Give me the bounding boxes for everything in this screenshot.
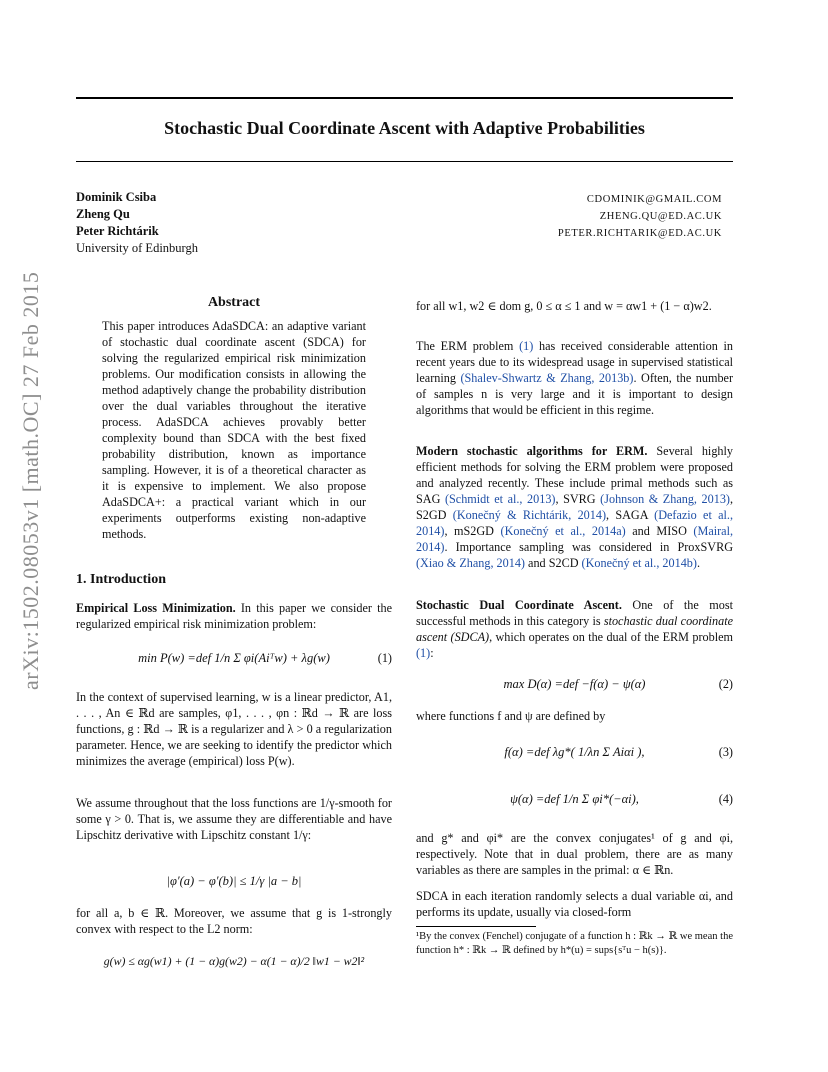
affiliation: University of Edinburgh <box>76 241 198 255</box>
equation-text: g(w) ≤ αg(w1) + (1 − α)g(w2) − α(1 − α)/2 ‖w1 − w2‖² <box>103 954 365 968</box>
paragraph-conjugates: and g* and φi* are the convex conjugates¹ of g and φi, respectively. Note that in dual problem, there are as many variables as there are samples in the primal: α ∈ ℝn. <box>416 831 733 877</box>
paragraph-context: In the context of supervised learning, w is a linear predictor, A1, . . . , An ∈ ℝd are samples, φ1, . . . , φn : ℝd → ℝ are loss functions, g : ℝd → ℝ is a regularizer and λ > 0 a regularization parameter. Hence, we are seeking to identify the predictor which minimizes the average (empirical) loss P(w). <box>76 690 392 768</box>
equation-text: max D(α) =def −f(α) − ψ(α) <box>503 677 646 691</box>
runin-heading: Empirical Loss Minimization. <box>76 601 236 615</box>
paragraph-convex: for all a, b ∈ ℝ. Moreover, we assume that g is 1-strongly convex with respect to the L2 norm: <box>76 906 392 936</box>
paragraph-text: . <box>696 556 701 570</box>
footnote: ¹By the convex (Fenchel) conjugate of a function h : ℝk → ℝ we mean the function h* : ℝk → ℝ defined by h*(u) = sups{sᵀu − h(s)}. <box>416 931 733 956</box>
paragraph-text: and S2CD <box>528 556 579 570</box>
author-name: Dominik Csiba <box>76 190 157 204</box>
equation-2 <box>416 676 733 692</box>
title-rule-top <box>76 97 733 99</box>
citation-link[interactable]: (Konečný & Richtárik, 2014) <box>452 508 606 522</box>
equation-ref-link[interactable]: (1) <box>519 339 534 353</box>
title-rule-bottom <box>76 161 733 162</box>
paragraph-sdca-iteration: SDCA in each iteration randomly selects a dual variable αi, and performs its update, usually via closed-form <box>416 889 733 919</box>
paragraph-text: , SVRG <box>555 492 596 506</box>
equation-number: (2) <box>718 677 733 691</box>
emphasis-text: stochastic dual coordinate ascent (SDCA) <box>416 614 734 644</box>
paragraph-text: , SAGA <box>606 508 648 522</box>
equation-4 <box>416 791 733 807</box>
citation-link[interactable]: (Johnson & Zhang, 2013) <box>600 492 730 506</box>
paragraph-text: , which operates on the dual of the ERM problem <box>489 630 733 644</box>
abstract-heading: Abstract <box>207 295 261 310</box>
citation-link[interactable]: (Shalev-Shwartz & Zhang, 2013b) <box>460 371 634 385</box>
arxiv-stamp: arXiv:1502.08053v1 [math.OC] 27 Feb 2015 <box>18 271 43 690</box>
paragraph-text: Several highly efficient methods for solving the ERM problem were proposed and analyzed recently. These include primal methods such as SAG <box>416 444 733 506</box>
citation-link[interactable]: (Xiao & Zhang, 2014) <box>416 556 525 570</box>
paragraph-text: One of the most successful methods in this category is <box>416 598 733 628</box>
equation-text: f(α) =def λg*( 1/λn Σ Aiαi ), <box>504 745 645 759</box>
paragraph-text: The ERM problem <box>416 339 514 353</box>
runin-heading: Modern stochastic algorithms for ERM. <box>416 444 648 458</box>
paragraph-text: has received considerable attention in recent years due to its widespread usage in supervised statistical learning <box>416 339 734 385</box>
email-block <box>558 191 722 242</box>
citation-link[interactable]: (Defazio et al., 2014) <box>416 508 734 538</box>
paragraph-text: , S2GD <box>416 492 734 522</box>
email: ZHENG.QU@ED.AC.UK <box>599 211 722 222</box>
equation-text: |φ′(a) − φ′(b)| ≤ 1/γ |a − b| <box>166 874 302 888</box>
equation-text: min P(w) =def 1/n Σ φi(Aiᵀw) + λg(w) <box>138 651 330 665</box>
equation-number: (1) <box>377 651 392 665</box>
paragraph-smooth: We assume throughout that the loss functions are 1/γ-smooth for some γ > 0. That is, we assume they are differentiable and have Lipschitz derivative with Lipschitz constant 1/γ: <box>76 796 392 842</box>
citation-link[interactable]: (Konečný et al., 2014a) <box>500 524 626 538</box>
equation-ref-link[interactable]: (1) <box>416 646 431 660</box>
footnote-rule <box>416 926 536 927</box>
paragraph-erm-attention <box>416 338 733 418</box>
abstract-text: This paper introduces AdaSDCA: an adaptive variant of stochastic dual coordinate ascent (SDCA) for solving the regularized empirical risk minimization problems. Our modification consists in allowing the method adaptively change the probability distribution over the dual variables throughout the iterative process. AdaSDCA achieves provably better complexity bound than SDCA with the best fixed probability distribution, known as importance sampling. However, it is of a theoretical character as it is expensive to implement. We also propose AdaSDCA+: a practical variant which in our experiments outperforms existing non-adaptive methods. <box>102 319 366 541</box>
equation-3 <box>416 744 733 760</box>
author-name: Peter Richtárik <box>76 224 159 238</box>
equation-strong-convexity <box>76 953 392 969</box>
section-heading-introduction: 1. Introduction <box>76 572 166 587</box>
citation-link[interactable]: (Mairal, 2014) <box>416 524 734 554</box>
equation-text: ψ(α) =def 1/n Σ φi*(−αi), <box>510 792 639 806</box>
paragraph-text: In this paper we consider the regularized empirical risk minimization problem: <box>76 601 393 631</box>
paragraph-text: : <box>430 646 434 660</box>
runin-heading: Stochastic Dual Coordinate Ascent. <box>416 598 622 612</box>
equation-number: (4) <box>718 792 733 806</box>
email: CDOMINIK@GMAIL.COM <box>586 194 722 205</box>
paragraph-for-all: for all w1, w2 ∈ dom g, 0 ≤ α ≤ 1 and w = αw1 + (1 − α)w2. <box>416 299 712 313</box>
equation-number: (3) <box>718 745 733 759</box>
citation-link[interactable]: (Schmidt et al., 2013) <box>444 492 556 506</box>
paragraph-text: and MISO <box>632 524 687 538</box>
paper-title: Stochastic Dual Coordinate Ascent with Adaptive Probabilities <box>164 118 645 138</box>
paragraph-erm <box>76 600 392 632</box>
equation-lipschitz <box>76 873 392 889</box>
paragraph-where: where functions f and ψ are defined by <box>416 709 606 723</box>
paragraph-sdca <box>416 597 733 661</box>
paragraph-text: , mS2GD <box>444 524 494 538</box>
paragraph-text: . Importance sampling was considered in ProxSVRG <box>444 540 733 554</box>
paragraph-modern-algorithms <box>416 443 733 571</box>
citation-link[interactable]: (Konečný et al., 2014b) <box>581 556 697 570</box>
author-block <box>76 189 198 257</box>
email: PETER.RICHTARIK@ED.AC.UK <box>557 228 722 239</box>
paragraph-text: . Often, the number of samples n is very large and it is important to design algorithms that would be efficient in this regime. <box>416 371 734 417</box>
equation-1 <box>76 650 392 666</box>
author-name: Zheng Qu <box>76 207 130 221</box>
